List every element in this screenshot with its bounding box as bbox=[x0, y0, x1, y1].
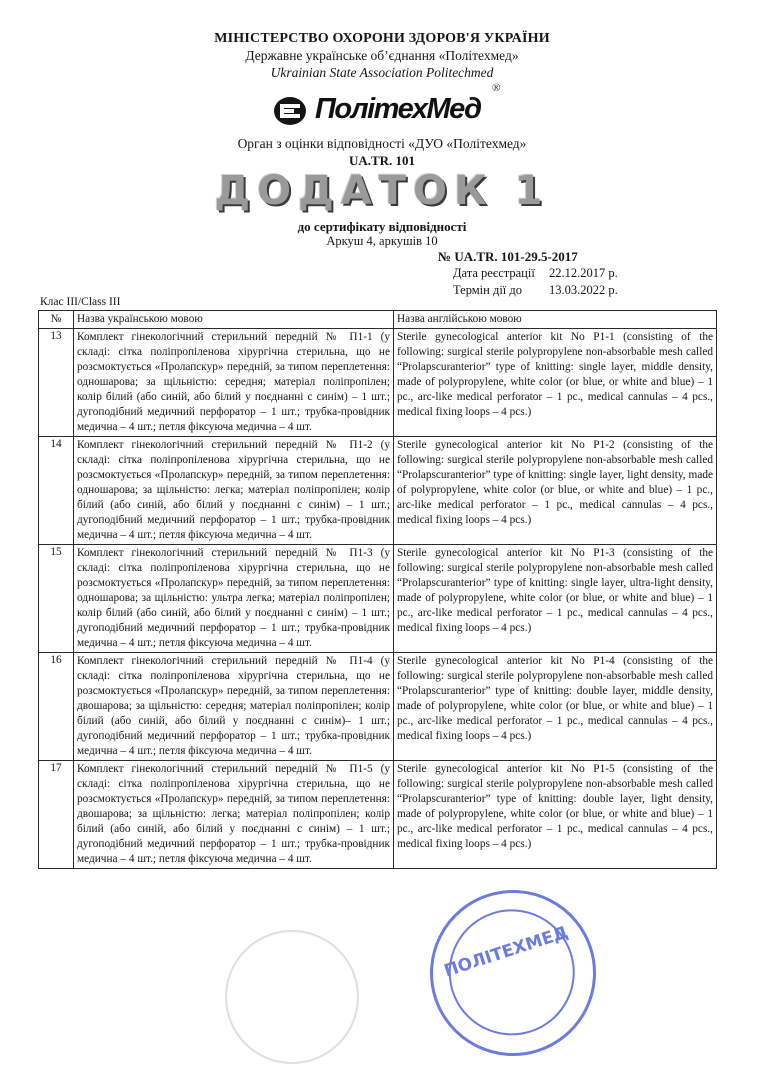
addendum-subtitle: до сертифікату відповідності bbox=[297, 219, 467, 234]
row-name-en: Sterile gynecological anterior kit No P1-2 (consisting of the following: surgical sterile polypropylene non-absorbable mesh called “Prolapscuranterior” type of knitting: single layer, light density, made of polypropylene, white color (or blue, or white and blue) – 1 pc., arc-like medical perforator – 1 pc., medical cannulas – 4 pcs., medical fixing loops – 4 pcs.) bbox=[394, 437, 717, 545]
association-name-ua: Державне українське об’єднання «Політехмед» bbox=[245, 48, 519, 63]
conformity-body: Орган з оцінки відповідності «ДУО «Політехмед» bbox=[237, 136, 527, 151]
row-number: 17 bbox=[39, 761, 74, 869]
registration-date-label: Дата реєстрації bbox=[453, 266, 535, 280]
association-name-en: Ukrainian State Association Politechmed bbox=[270, 65, 494, 80]
registered-mark: ® bbox=[492, 82, 501, 94]
table-row bbox=[39, 329, 717, 437]
table-header-row bbox=[39, 311, 717, 329]
sheet-number: Аркуш 4, аркушів 10 bbox=[326, 234, 438, 248]
row-number: 13 bbox=[39, 329, 74, 437]
header-number: № bbox=[39, 311, 74, 329]
valid-until-date: 13.03.2022 р. bbox=[549, 283, 618, 297]
row-name-en: Sterile gynecological anterior kit No P1-3 (consisting of the following: surgical sterile polypropylene non-absorbable mesh called “Prolapscuranterior” type of knitting: single layer, ultra-light density, made of polypropylene, white color (or blue, or white and blue) – 1 pc., arc-like medical perforator – 1 pc., medical cannulas – 4 pcs., medical fixing loops – 4 pcs.) bbox=[394, 545, 717, 653]
row-number: 15 bbox=[39, 545, 74, 653]
row-name-ua: Комплект гінекологічний стерильний передній № П1-4 (у складі: сітка поліпропіленова хірургічна стерильна, що не розсмоктується «Пролапскур» передній, за типом переплетення: двошарова; за щільністю: середня; матеріал поліпропілен; колір білий (або синій, або білий у поєднанні с синім)– 1 шт.; дугоподібний медичний перфоратор – 1 шт.; трубка-провідник медична – 4 шт.; петля фіксуюча медична – 4 шт. bbox=[74, 653, 394, 761]
certificate-number: № UA.TR. 101-29.5-2017 bbox=[438, 249, 578, 264]
header-ua-name: Назва українською мовою bbox=[74, 311, 394, 329]
official-stamp bbox=[408, 868, 617, 1077]
body-code: UA.TR. 101 bbox=[348, 153, 416, 168]
row-name-ua: Комплект гінекологічний стерильний передній № П1-2 (у складі: сітка поліпропіленова хірургічна стерильна, що не розсмоктується «Пролапскур» передній, за типом переплетення: одношарова; за щільністю: легка; матеріал поліпропілен; колір білий (або синій, або білий у поєднанні с синім) – 1 шт.; дугоподібний медичний перфоратор – 1 шт.; трубка-провідник медична – 4 шт.; петля фіксуюча медична – 4 шт. bbox=[74, 437, 394, 545]
table-row bbox=[39, 437, 717, 545]
table-row bbox=[39, 653, 717, 761]
ministry-title: МІНІСТЕРСТВО ОХОРОНИ ЗДОРОВ'Я УКРАЇНИ bbox=[214, 31, 550, 46]
logo-emblem-icon bbox=[273, 96, 307, 126]
row-name-ua: Комплект гінекологічний стерильний передній № П1-3 (у складі: сітка поліпропіленова хірургічна стерильна, що не розсмоктується «Пролапскур» передній, за типом переплетення: одношарова; за щільністю: ультра легка; матеріал поліпропілен; колір білий (або синій, або білий у поєднанні с синім) – 1 шт.; дугоподібний медичний перфоратор – 1 шт.; трубка-провідник медична – 4 шт.; петля фіксуюча медична – 4 шт. bbox=[74, 545, 394, 653]
products-table bbox=[38, 310, 717, 869]
row-name-ua: Комплект гінекологічний стерильний передній № П1-1 (у складі: сітка поліпропіленова хірургічна стерильна, що не розсмоктується «Пролапскур» передній, за типом переплетення: одношарова; за щільністю: середня; матеріал поліпропілен; колір білий (або синій, або білий у поєднанні с синім) – 1 шт.; дугоподібний медичний перфоратор – 1 шт.; трубка-провідник медична – 4 шт.; петля фіксуюча медична – 4 шт. bbox=[74, 329, 394, 437]
stamp-center-text: ПОЛІТЕХМЕД bbox=[441, 922, 571, 982]
row-name-en: Sterile gynecological anterior kit No P1-5 (consisting of the following: surgical sterile polypropylene non-absorbable mesh called “Prolapscuranterior” type of knitting: double layer, light density, made of polypropylene, white color (or blue, or white and blue) – 1 pc., arc-like medical perforator – 1 pc., medical cannulas – 4 pcs., medical fixing loops – 4 pcs.) bbox=[394, 761, 717, 869]
row-name-ua: Комплект гінекологічний стерильний передній № П1-5 (у складі: сітка поліпропіленова хірургічна стерильна, що не розсмоктується «Пролапскур» передній, за типом переплетення: двошарова; за щільністю: легка; матеріал поліпропілен; колір білий (або синій, або білий у поєднанні с синім) – 1 шт.; дугоподібний медичний перфоратор – 1 шт.; трубка-провідник медична – 4 шт.; петля фіксуюча медична – 4 шт. bbox=[74, 761, 394, 869]
table-row bbox=[39, 545, 717, 653]
logo-wordmark: ПолітехМед bbox=[315, 93, 481, 125]
row-name-en: Sterile gynecological anterior kit No P1-1 (consisting of the following: surgical sterile polypropylene non-absorbable mesh called “Prolapscuranterior” type of knitting: single layer, middle density, made of polypropylene, white color (or blue, or white and blue) – 1 pc., arc-like medical perforator – 1 pc., medical cannulas – 4 pcs., medical fixing loops – 4 pcs.) bbox=[394, 329, 717, 437]
certificate-dates bbox=[453, 265, 618, 299]
row-number: 16 bbox=[39, 653, 74, 761]
header-en-name: Назва англійською мовою bbox=[394, 311, 717, 329]
table-row bbox=[39, 761, 717, 869]
faint-stamp-impression bbox=[206, 911, 378, 1083]
row-name-en: Sterile gynecological anterior kit No P1-4 (consisting of the following: surgical sterile polypropylene non-absorbable mesh called “Prolapscuranterior” type of knitting: double layer, middle density, made of polypropylene, white color (or blue, or white and blue) – 1 pc., arc-like medical perforator – 1 pc., medical cannulas – 4 pcs., medical fixing loops – 4 pcs.) bbox=[394, 653, 717, 761]
politechmed-logo bbox=[273, 94, 503, 128]
registration-date: 22.12.2017 р. bbox=[549, 266, 618, 280]
class-label: Клас III/Class III bbox=[40, 296, 121, 308]
row-number: 14 bbox=[39, 437, 74, 545]
valid-until-label: Термін дії до bbox=[453, 283, 523, 297]
addendum-title: ДОДАТОК 1 bbox=[214, 168, 550, 214]
